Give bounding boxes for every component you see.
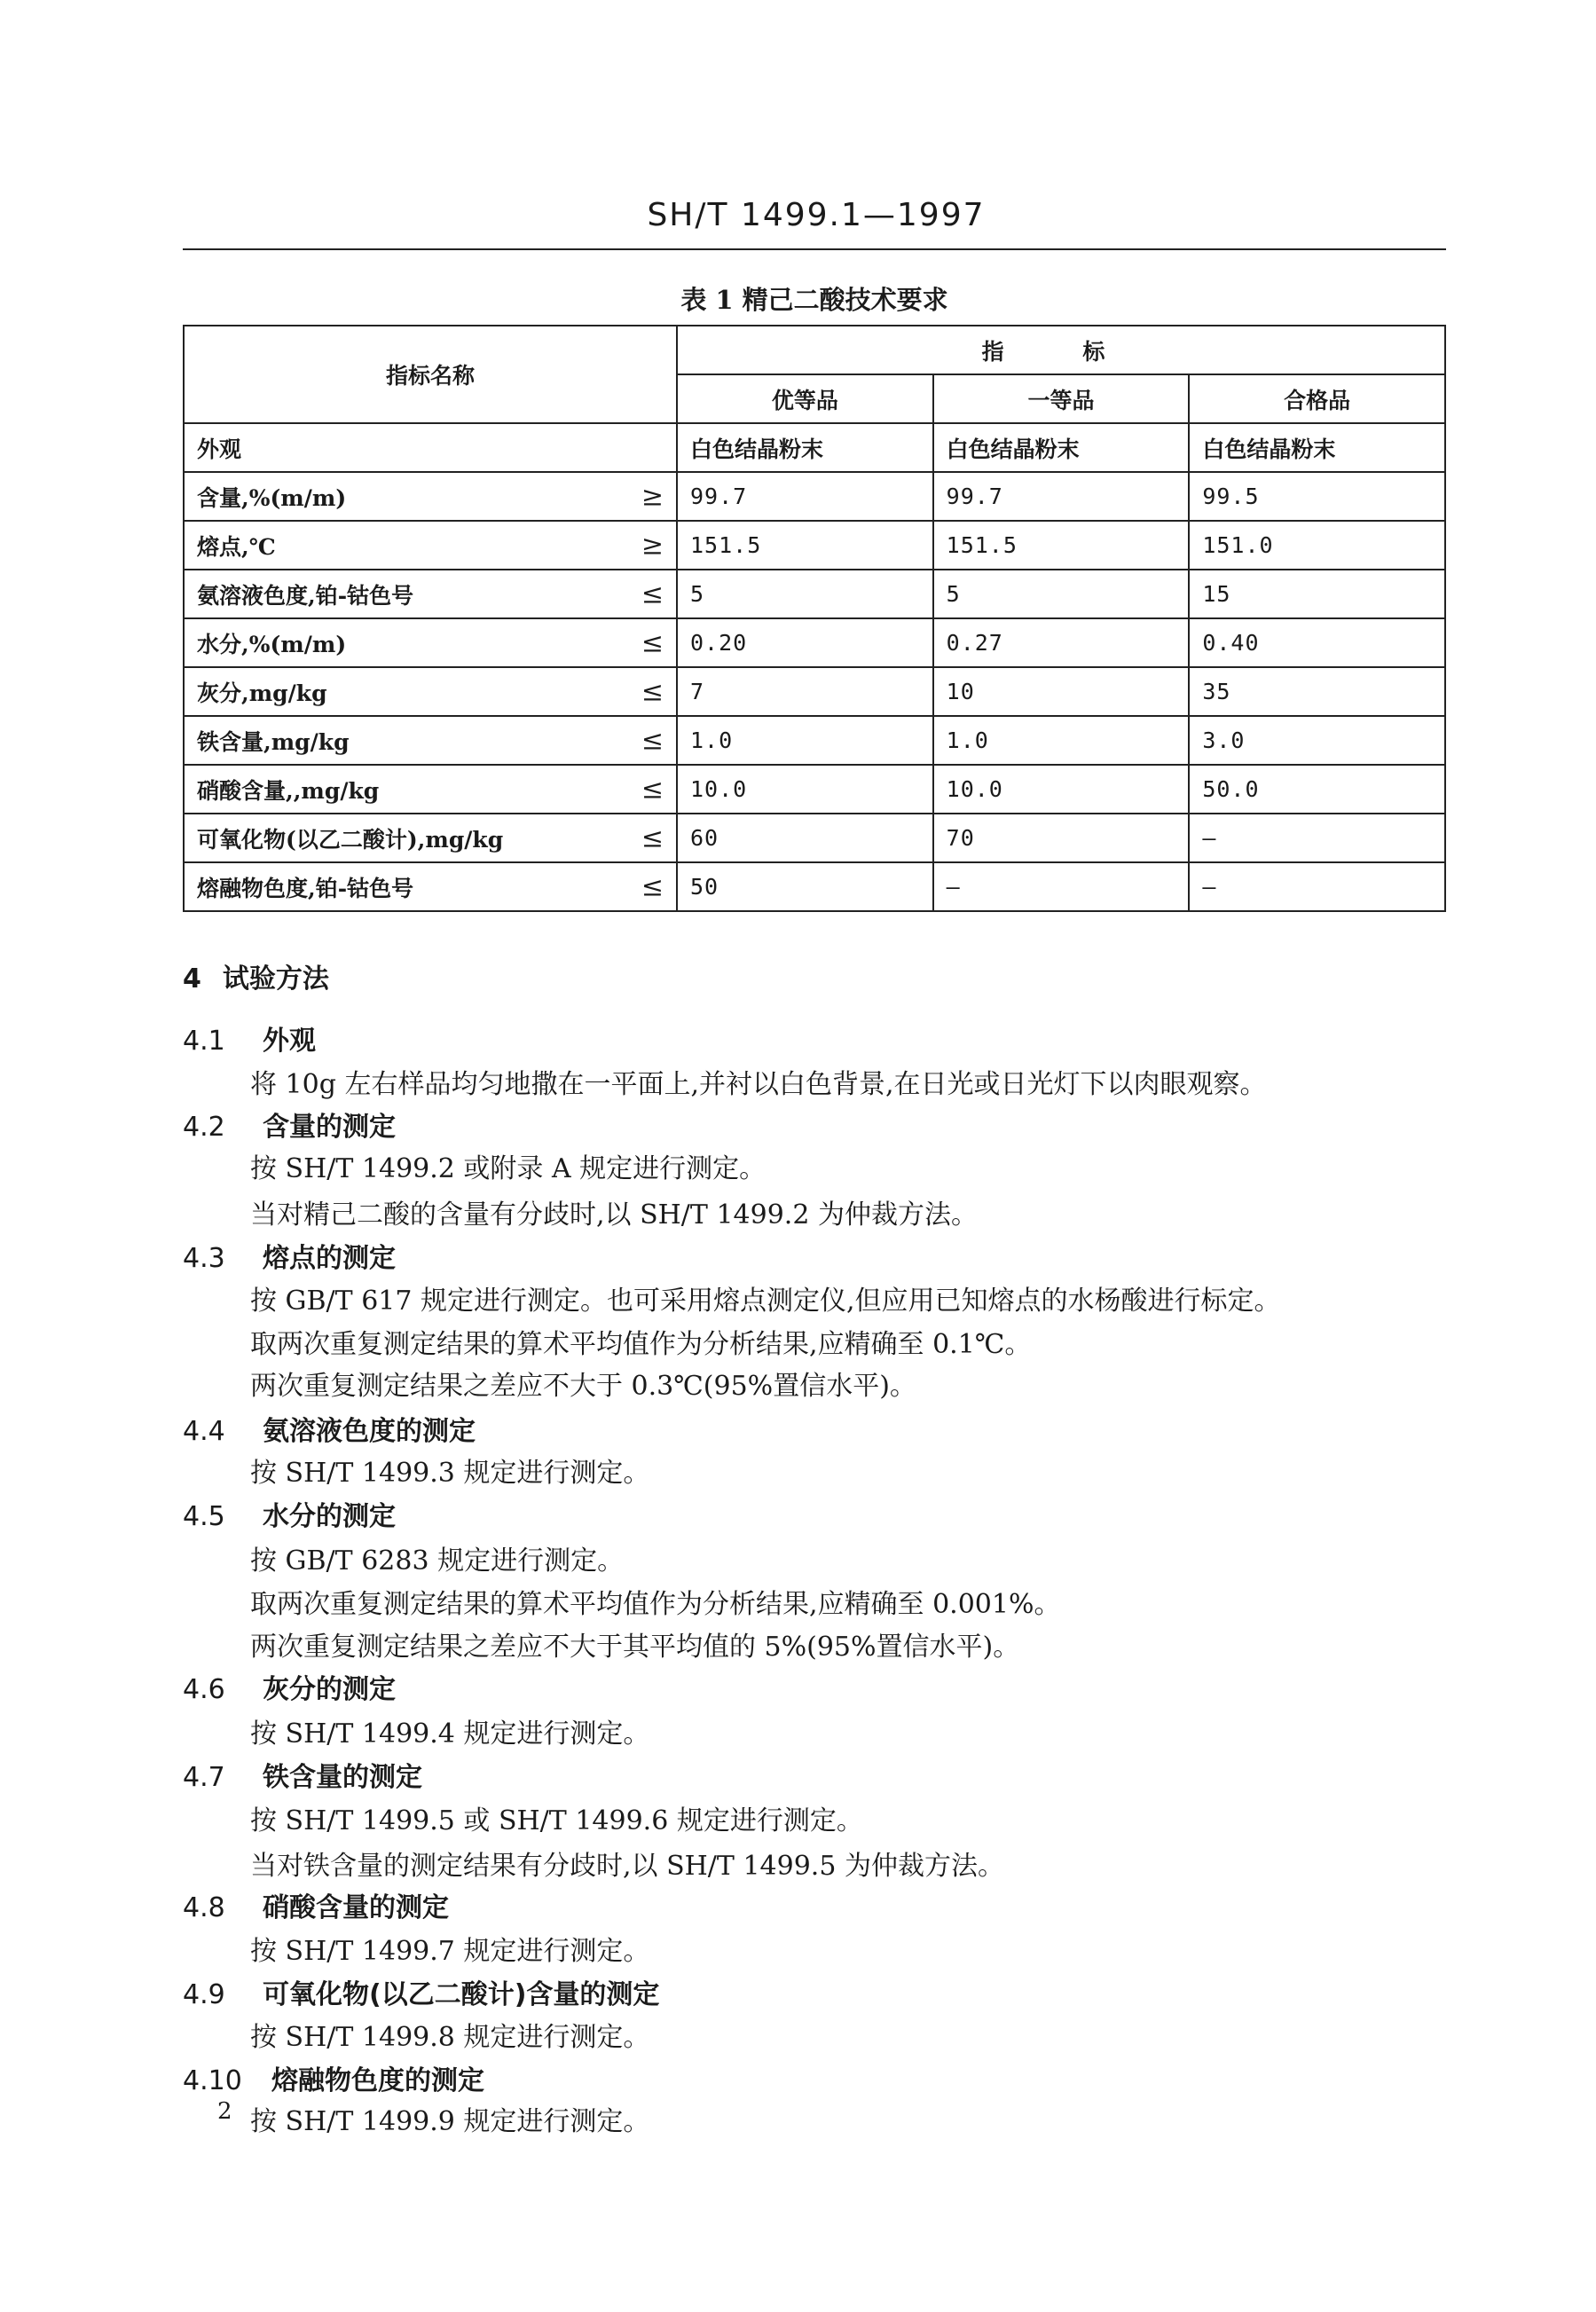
grade-1-value: 5 xyxy=(677,570,933,618)
subsection-title: 氨溶液色度的测定 xyxy=(263,1416,476,1447)
grade-3-value: 3.0 xyxy=(1189,716,1445,765)
grade-1-value: 60 xyxy=(677,814,933,862)
subsection-number: 4.2 xyxy=(183,1112,225,1143)
subsection-title: 灰分的测定 xyxy=(263,1674,396,1705)
row-name-cell xyxy=(184,862,677,911)
paragraph-line: 按 SH/T 1499.9 规定进行测定。 xyxy=(250,2106,650,2137)
grade-1-value: 白色结晶粉末 xyxy=(677,423,933,472)
subsection-heading xyxy=(183,1018,316,1058)
subsection-heading xyxy=(183,1972,659,2011)
grade-3-value: — xyxy=(1189,814,1445,862)
row-name: 外观 xyxy=(197,436,242,462)
subsection-number: 4.4 xyxy=(183,1416,225,1447)
row-name: 氨溶液色度,铂-钴色号 xyxy=(197,582,414,609)
paragraph-line: 当对精己二酸的含量有分歧时,以 SH/T 1499.2 为仲裁方法。 xyxy=(250,1199,978,1231)
grade-2-value: 白色结晶粉末 xyxy=(933,423,1190,472)
subsection-heading xyxy=(183,1755,422,1794)
paragraph-line: 按 GB/T 617 规定进行测定。也可采用熔点测定仪,但应用已知熔点的水杨酸进行标定。 xyxy=(250,1286,1281,1317)
paragraph-line: 按 SH/T 1499.3 规定进行测定。 xyxy=(250,1458,650,1489)
subsection-title: 熔融物色度的测定 xyxy=(271,2065,484,2096)
subsection-heading xyxy=(183,1236,396,1275)
row-name-cell xyxy=(184,618,677,667)
subsection-number: 4.5 xyxy=(183,1501,225,1532)
subsection-number: 4.3 xyxy=(183,1243,225,1274)
row-relation: ≤ xyxy=(641,627,664,658)
table-row xyxy=(184,472,1445,521)
table-row xyxy=(184,862,1445,911)
grade-3-value: 35 xyxy=(1189,667,1445,716)
row-relation: ≤ xyxy=(641,774,664,805)
grade-1-value: 99.7 xyxy=(677,472,933,521)
subsection-title: 含量的测定 xyxy=(263,1112,396,1143)
row-name: 硝酸含量,,mg/kg xyxy=(197,777,380,804)
paragraph-line: 按 SH/T 1499.4 规定进行测定。 xyxy=(250,1718,650,1750)
table-row xyxy=(184,521,1445,570)
row-relation: ≤ xyxy=(641,822,664,853)
row-relation: ≥ xyxy=(641,530,664,561)
row-relation: ≤ xyxy=(641,578,664,609)
spec-table xyxy=(183,325,1446,912)
row-relation: ≤ xyxy=(641,871,664,902)
subsection-number: 4.9 xyxy=(183,1979,225,2010)
section-number: 4 xyxy=(183,963,201,995)
row-name-cell xyxy=(184,570,677,618)
table-row xyxy=(184,716,1445,765)
subsection-heading xyxy=(183,1105,396,1144)
grade-2-value: 70 xyxy=(933,814,1190,862)
subsection-heading xyxy=(183,1494,396,1533)
grade-3-value: 151.0 xyxy=(1189,521,1445,570)
paragraph-line: 按 SH/T 1499.2 或附录 A 规定进行测定。 xyxy=(250,1153,767,1184)
row-name: 水分,%(m/m) xyxy=(197,631,347,657)
table-row xyxy=(184,618,1445,667)
subsection-heading xyxy=(183,1409,476,1448)
row-name-cell xyxy=(184,667,677,716)
grade-1-value: 10.0 xyxy=(677,765,933,814)
document-code-header: SH/T 1499.1—1997 xyxy=(647,197,986,233)
row-name-cell xyxy=(184,814,677,862)
table-body xyxy=(184,423,1445,911)
row-name-cell xyxy=(184,765,677,814)
grade-2-value: 10 xyxy=(933,667,1190,716)
table-caption: 表 1 精己二酸技术要求 xyxy=(680,285,948,315)
row-name-cell xyxy=(184,423,677,472)
section-title xyxy=(183,956,329,995)
grade-3-value: 99.5 xyxy=(1189,472,1445,521)
grade-2-value: 5 xyxy=(933,570,1190,618)
grade-2-value: 99.7 xyxy=(933,472,1190,521)
row-name-cell xyxy=(184,716,677,765)
header-rule xyxy=(183,248,1446,250)
grade-1-value: 0.20 xyxy=(677,618,933,667)
grade-2-value: 151.5 xyxy=(933,521,1190,570)
subsection-title: 外观 xyxy=(263,1026,316,1057)
paragraph-line: 按 SH/T 1499.8 规定进行测定。 xyxy=(250,2022,650,2053)
grade-2-value: 1.0 xyxy=(933,716,1190,765)
grade-2-value: 0.27 xyxy=(933,618,1190,667)
paragraph-line: 当对铁含量的测定结果有分歧时,以 SH/T 1499.5 为仲裁方法。 xyxy=(250,1851,1004,1882)
paragraph-line: 取两次重复测定结果的算术平均值作为分析结果,应精确至 0.1℃。 xyxy=(250,1329,1032,1360)
subsection-heading xyxy=(183,1667,396,1706)
grade-1-value: 1.0 xyxy=(677,716,933,765)
paragraph-line: 按 SH/T 1499.7 规定进行测定。 xyxy=(250,1936,650,1967)
row-relation: ≥ xyxy=(641,481,664,512)
grade-3-value: — xyxy=(1189,862,1445,911)
table-row xyxy=(184,570,1445,618)
col-header-name: 指标名称 xyxy=(184,326,677,423)
row-name: 铁含量,mg/kg xyxy=(197,728,350,755)
table-row xyxy=(184,423,1445,472)
section-title-text: 试验方法 xyxy=(222,963,329,995)
subsection-title: 熔点的测定 xyxy=(263,1243,396,1274)
table-row xyxy=(184,814,1445,862)
row-name: 灰分,mg/kg xyxy=(197,680,327,706)
grade-1-value: 151.5 xyxy=(677,521,933,570)
subsection-title: 可氧化物(以乙二酸计)含量的测定 xyxy=(263,1979,660,2010)
grade-2-value: — xyxy=(933,862,1190,911)
table-row xyxy=(184,667,1445,716)
subsection-title: 铁含量的测定 xyxy=(263,1762,422,1793)
row-name: 熔点,℃ xyxy=(197,533,276,560)
grade-3-value: 白色结晶粉末 xyxy=(1189,423,1445,472)
page-number: 2 xyxy=(217,2098,232,2125)
paragraph-line: 将 10g 左右样品均匀地撒在一平面上,并衬以白色背景,在日光或日光灯下以肉眼观察。 xyxy=(250,1069,1267,1100)
col-header-grade-1: 优等品 xyxy=(677,374,933,423)
paragraph-line: 按 SH/T 1499.5 或 SH/T 1499.6 规定进行测定。 xyxy=(250,1805,863,1836)
col-header-grade-3: 合格品 xyxy=(1189,374,1445,423)
paragraph-line: 按 GB/T 6283 规定进行测定。 xyxy=(250,1545,625,1577)
grade-3-value: 15 xyxy=(1189,570,1445,618)
paragraph-line: 取两次重复测定结果的算术平均值作为分析结果,应精确至 0.001%。 xyxy=(250,1589,1061,1620)
grade-3-value: 0.40 xyxy=(1189,618,1445,667)
subsection-heading xyxy=(183,1885,449,1924)
row-name: 可氧化物(以乙二酸计),mg/kg xyxy=(197,826,504,853)
row-name: 含量,%(m/m) xyxy=(197,484,347,511)
table-row xyxy=(184,765,1445,814)
row-relation: ≤ xyxy=(641,676,664,707)
grade-1-value: 50 xyxy=(677,862,933,911)
subsection-title: 硝酸含量的测定 xyxy=(263,1892,449,1923)
grade-3-value: 50.0 xyxy=(1189,765,1445,814)
grade-2-value: 10.0 xyxy=(933,765,1190,814)
paragraph-line: 两次重复测定结果之差应不大于其平均值的 5%(95%置信水平)。 xyxy=(250,1632,1020,1663)
col-header-group: 指 标 xyxy=(677,326,1445,374)
row-name-cell xyxy=(184,472,677,521)
row-relation: ≤ xyxy=(641,725,664,756)
paragraph-line: 两次重复测定结果之差应不大于 0.3℃(95%置信水平)。 xyxy=(250,1371,916,1402)
row-name: 熔融物色度,铂-钴色号 xyxy=(197,875,414,901)
table-header-row xyxy=(184,326,1445,374)
subsection-number: 4.6 xyxy=(183,1674,225,1705)
subsection-heading xyxy=(183,2058,484,2097)
subsection-number: 4.1 xyxy=(183,1026,225,1057)
subsection-number: 4.8 xyxy=(183,1892,225,1923)
subsection-number: 4.10 xyxy=(183,2065,242,2096)
subsection-number: 4.7 xyxy=(183,1762,225,1793)
grade-1-value: 7 xyxy=(677,667,933,716)
col-header-grade-2: 一等品 xyxy=(933,374,1190,423)
subsection-title: 水分的测定 xyxy=(263,1501,396,1532)
row-name-cell xyxy=(184,521,677,570)
